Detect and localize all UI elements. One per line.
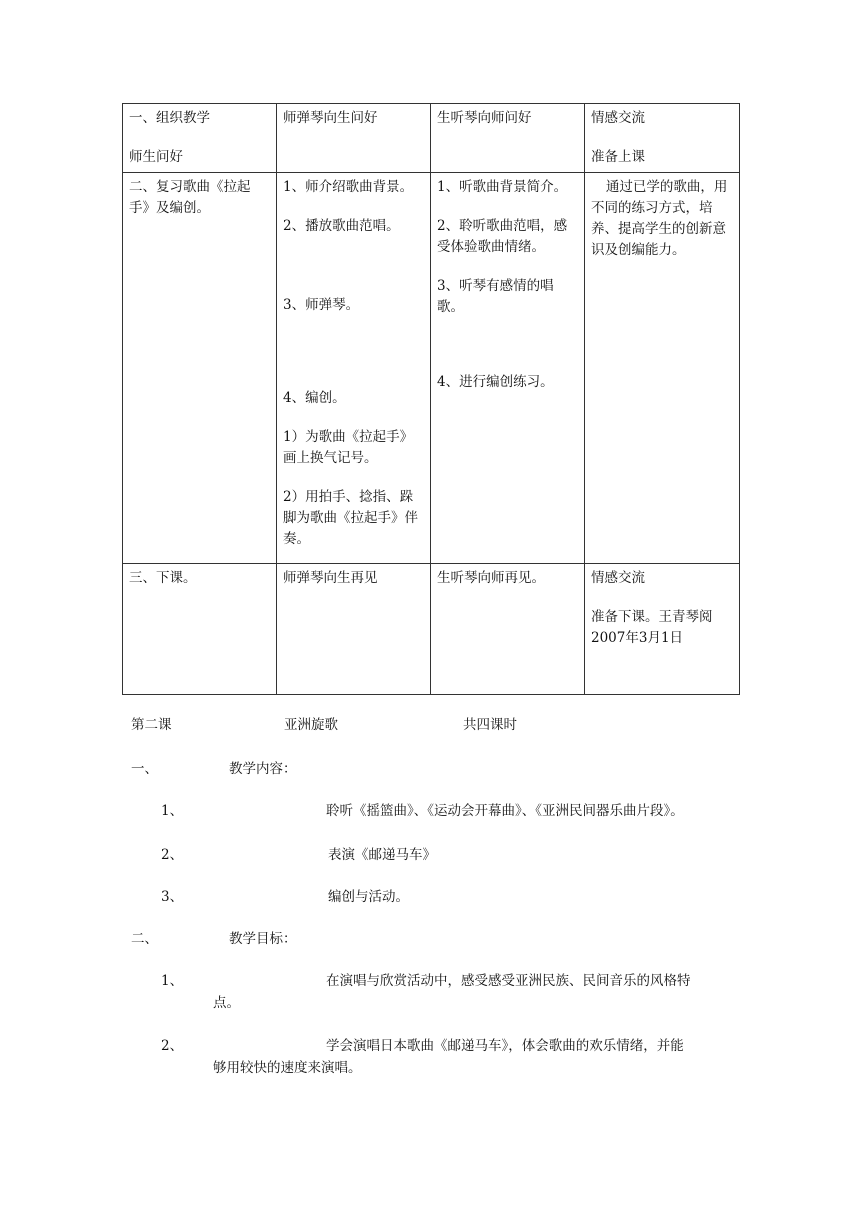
student-activity: 3、听琴有感情的唱歌。 — [437, 278, 554, 315]
section-title: 教学目标： — [229, 931, 297, 947]
list-item: 学会演唱日本歌曲《邮递马车》，体会歌曲的欢乐情绪，并能 — [326, 1038, 684, 1054]
table-cell — [585, 173, 740, 564]
teacher-activity: 1、师介绍歌曲背景。 — [283, 179, 414, 195]
purpose-text: 情感交流 — [591, 110, 645, 126]
lesson-number: 第二课 — [131, 717, 172, 733]
teacher-activity: 2、播放歌曲范唱。 — [283, 218, 400, 234]
table-cell — [123, 564, 277, 695]
table-cell — [431, 564, 585, 695]
table-cell — [277, 173, 431, 564]
lesson-plan-table — [122, 103, 740, 695]
section-number: 一、 — [131, 761, 158, 777]
purpose-text: 准备下课。王青琴阅2007年3月1日 — [591, 609, 713, 646]
teacher-activity: 2）用拍手、捻指、跺脚为歌曲《拉起手》伴奏。 — [283, 489, 418, 547]
section-title: 教学内容： — [229, 761, 297, 777]
step-title: 一、组织教学 — [129, 110, 210, 126]
table-row — [123, 173, 740, 564]
list-item: 在演唱与欣赏活动中，感受感受亚洲民族、民间音乐的风格特 — [326, 973, 691, 989]
teacher-activity: 4、编创。 — [283, 390, 346, 406]
step-title: 三、下课。 — [129, 570, 197, 586]
teacher-activity: 师弹琴向生问好 — [283, 110, 378, 126]
purpose-text: 准备上课 — [591, 149, 645, 165]
list-item: 编创与活动。 — [328, 889, 409, 905]
section-number: 二、 — [131, 931, 158, 947]
student-activity: 2、聆听歌曲范唱，感受体验歌曲情绪。 — [437, 218, 568, 255]
list-item: 够用较快的速度来演唱。 — [213, 1060, 362, 1076]
table-cell — [431, 104, 585, 173]
table-cell — [585, 564, 740, 695]
teacher-activity: 3、师弹琴。 — [283, 297, 360, 313]
list-item: 表演《邮递马车》 — [328, 847, 436, 863]
item-number: 2、 — [161, 847, 184, 863]
table-cell — [277, 104, 431, 173]
student-activity: 生听琴向师问好 — [437, 110, 532, 126]
item-number: 3、 — [161, 889, 184, 905]
step-title: 二、复习歌曲《拉起手》及编创。 — [129, 179, 251, 216]
table-cell — [585, 104, 740, 173]
item-number: 1、 — [161, 803, 184, 819]
teacher-activity: 师弹琴向生再见 — [283, 570, 378, 586]
list-item: 点。 — [213, 995, 240, 1011]
list-item: 聆听《摇篮曲》、《运动会开幕曲》、《亚洲民间器乐曲片段》。 — [326, 803, 684, 819]
table-row — [123, 104, 740, 173]
student-activity: 生听琴向师再见。 — [437, 570, 545, 586]
step-subtitle: 师生问好 — [129, 149, 183, 165]
lesson-name: 亚洲旋歌 — [284, 717, 338, 733]
purpose-text: 通过已学的歌曲，用不同的练习方式，培养、提高学生的创新意识及创编能力。 — [591, 179, 728, 258]
table-cell — [277, 564, 431, 695]
student-activity: 1、听歌曲背景简介。 — [437, 179, 568, 195]
student-activity: 4、进行编创练习。 — [437, 374, 554, 390]
table-row — [123, 564, 740, 695]
item-number: 1、 — [161, 973, 184, 989]
table-cell — [431, 173, 585, 564]
table-cell — [123, 104, 277, 173]
purpose-text: 情感交流 — [591, 570, 645, 586]
teacher-activity: 1）为歌曲《拉起手》画上换气记号。 — [283, 429, 414, 466]
lesson-hours: 共四课时 — [463, 717, 517, 733]
table-cell — [123, 173, 277, 564]
item-number: 2、 — [161, 1038, 184, 1054]
